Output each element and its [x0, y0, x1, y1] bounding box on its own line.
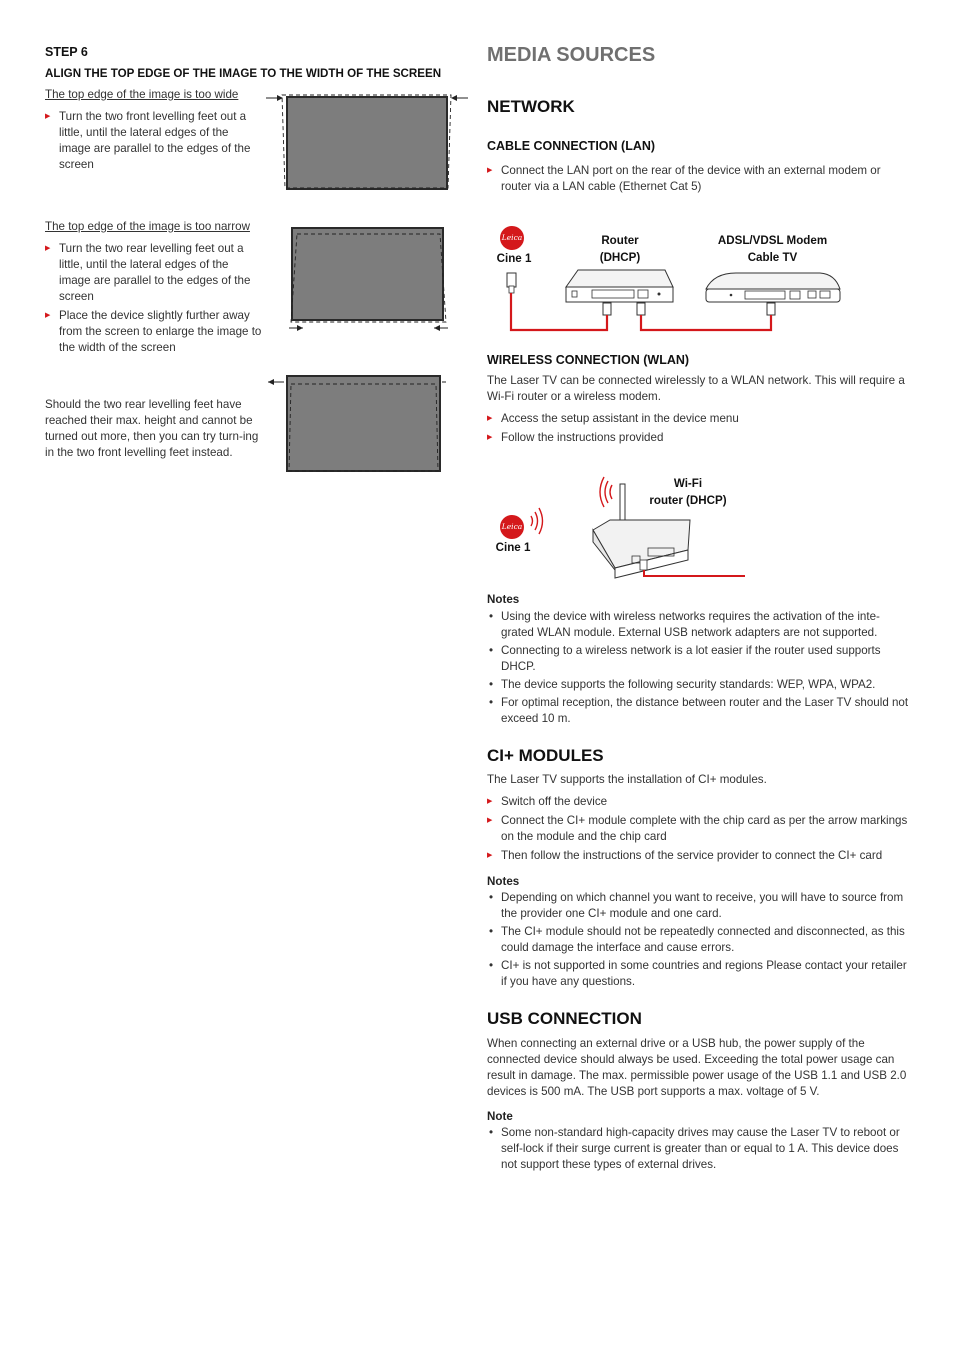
- usb-heading: USB CONNECTION: [487, 1009, 642, 1028]
- wlan-note: • The device supports the following security standards: WEP, WPA, WPA2.: [487, 677, 909, 693]
- lan-heading: CABLE CONNECTION (LAN): [487, 139, 656, 153]
- usb-note: • Some non-standard high-capacity drives may cause the Laser TV to reboot or self-lock if their surge current is greater than or equal to 1 A. This device does not support these types of external drives.: [487, 1125, 909, 1173]
- wlan-note: • Using the device with wireless networks requires the activation of the inte-grated WLAN module. External USB network adapters are not supported.: [487, 609, 909, 641]
- case2-item: ▶ Place the device slightly further away from the screen to enlarge the image to the width of the screen: [45, 308, 263, 356]
- wlan-item: ▶ Access the setup assistant in the device menu: [487, 411, 909, 427]
- ci-notes-title: Notes: [487, 875, 520, 888]
- ci-note: • Depending on which channel you want to receive, you will have to source from the provider one CI+ module and one card.: [487, 890, 909, 922]
- leica-logo-wlan: Leica: [500, 515, 524, 539]
- step-title: STEP 6: [45, 45, 88, 59]
- wlan-notes-title: Notes: [487, 593, 520, 606]
- case2-item: ▶ Turn the two rear levelling feet out a little, until the lateral edges of the image are parallel to the edges of the screen: [45, 241, 263, 305]
- lan-router-label: Router (DHCP): [599, 234, 641, 264]
- usb-notes-title: Note: [487, 1110, 513, 1123]
- wlan-router-label: Wi-Fi router (DHCP): [649, 477, 727, 507]
- ci-list: [487, 794, 909, 867]
- wlan-note: • Connecting to a wireless network is a lot easier if the router used supports DHCP.: [487, 643, 909, 675]
- ci-item: ▶ Switch off the device: [487, 794, 909, 810]
- ci-notes-list: [487, 890, 909, 992]
- wlan-intro: The Laser TV can be connected wirelessly to a WLAN network. This will require a Wi-Fi router or a wireless modem.: [487, 374, 905, 403]
- usb-notes-list: [487, 1125, 909, 1175]
- wlan-item: ▶ Follow the instructions provided: [487, 430, 909, 446]
- wlan-note: • For optimal reception, the distance between router and the Laser TV should not exceed 10 m.: [487, 695, 909, 727]
- case1-heading: The top edge of the image is too wide: [45, 88, 239, 101]
- ci-intro: The Laser TV supports the installation of CI+ modules.: [487, 773, 767, 786]
- usb-intro: When connecting an external drive or a USB hub, the power supply of the connected device should always be used. Exceeding the total power usage can result in damage. The max. permissible power usage of the USB 1.1 and USB 2.0 devices is 500 mA. The USB port supports a max. voltage of 5 V.: [487, 1037, 907, 1098]
- network-heading: NETWORK: [487, 97, 575, 116]
- ci-note: • CI+ is not supported in some countries and regions Please contact your retailer if you have any questions.: [487, 958, 909, 990]
- lan-device-label: Cine 1: [496, 252, 532, 265]
- lan-item: ▶ Connect the LAN port on the rear of the device with an external modem or router via a LAN cable (Ethernet Cat 5): [487, 163, 909, 195]
- lan-modem-label: ADSL/VDSL Modem Cable TV: [717, 234, 828, 264]
- page-title: MEDIA SOURCES: [487, 44, 656, 66]
- ci-item: ▶ Connect the CI+ module complete with the chip card as per the arrow markings on the module and the chip card: [487, 813, 909, 845]
- ci-item: ▶ Then follow the instructions of the service provider to connect the CI+ card: [487, 848, 909, 864]
- step-subtitle: ALIGN THE TOP EDGE OF THE IMAGE TO THE WIDTH OF THE SCREEN: [45, 67, 442, 80]
- ci-note: • The CI+ module should not be repeatedly connected and disconnected, as this could damage the interface and cause errors.: [487, 924, 909, 956]
- wlan-device-label: Cine 1: [495, 541, 531, 554]
- ci-heading: CI+ MODULES: [487, 746, 604, 765]
- leica-logo: Leica: [500, 226, 524, 250]
- tip-text: Should the two rear levelling feet have reached their max. height and cannot be turned out more, then you can try turn-ing in the two front levelling feet instead.: [45, 398, 259, 459]
- case1-item: ▶ Turn the two front levelling feet out a little, until the lateral edges of the image are parallel to the edges of the screen: [45, 109, 263, 173]
- case2-heading: The top edge of the image is too narrow: [45, 220, 250, 233]
- wlan-heading: WIRELESS CONNECTION (WLAN): [487, 353, 690, 367]
- wlan-notes-list: [487, 609, 909, 729]
